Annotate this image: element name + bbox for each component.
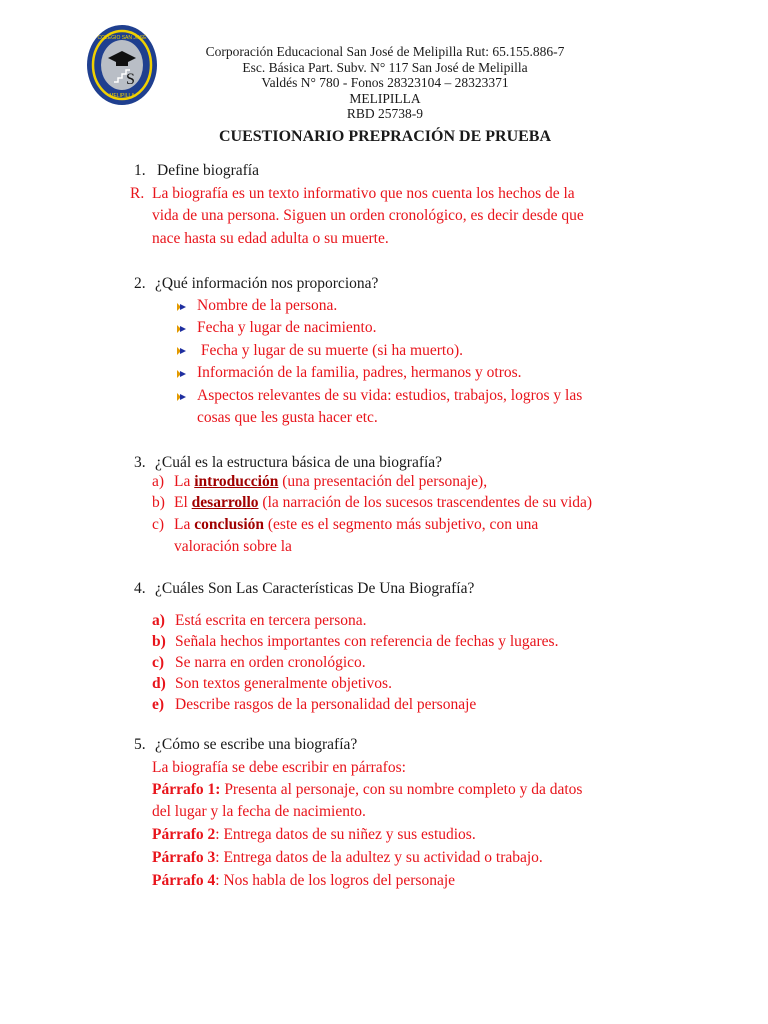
- q4-number: 4.: [134, 580, 146, 597]
- q3-b-text: El desarrollo (la narración de los sucesos trascendentes de su vida): [174, 494, 593, 511]
- q4-b-text: Señala hechos importantes con referencia de fechas y lugares.: [175, 633, 559, 650]
- q4-a-text: Está escrita en tercera persona.: [175, 612, 367, 629]
- q3-a-keyword: introducción: [194, 473, 279, 490]
- q5-paragraph-3: Párrafo 3: Entrega datos de la adultez y su actividad o trabajo.: [152, 849, 543, 866]
- q3-c-text: La conclusión (este es el segmento más subjetivo, con una: [174, 516, 539, 533]
- q5-question: ¿Cómo se escribe una biografía?: [155, 736, 358, 753]
- q3-c-keyword: conclusión: [194, 516, 264, 533]
- svg-text:S: S: [126, 71, 135, 88]
- q5-paragraph-4: Párrafo 4: Nos habla de los logros del personaje: [152, 872, 456, 889]
- page-title: CUESTIONARIO PREPRACIÓN DE PRUEBA: [218, 128, 552, 145]
- header-line-1: Corporación Educacional San José de Melipilla Rut: 65.155.886-7: [205, 44, 565, 59]
- q1-number: 1.: [134, 162, 146, 179]
- q5-paragraph-1: Párrafo 1: Presenta al personaje, con su nombre completo y da datos: [152, 781, 583, 798]
- q3-a-marker: a): [152, 473, 165, 490]
- header-line-2: Esc. Básica Part. Subv. N° 117 San José de Melipilla: [242, 59, 528, 75]
- header-line-4: MELIPILLA: [349, 90, 421, 106]
- q4-e-text: Describe rasgos de la personalidad del personaje: [175, 696, 477, 713]
- q1-question: Define biografía: [157, 162, 259, 179]
- q2-bullet-5-continued: cosas que les gusta hacer etc.: [197, 409, 378, 426]
- arrow-bullet-icon: [175, 368, 187, 380]
- q3-b-keyword: desarrollo: [191, 494, 259, 511]
- q1-answer-line-2: vida de una persona. Siguen un orden cronológico, es decir desde que: [152, 207, 584, 224]
- q3-question: ¿Cuál es la estructura básica de una biografía?: [155, 454, 443, 471]
- q2-number: 2.: [134, 275, 146, 292]
- q5-intro: La biografía se debe escribir en párrafos:: [152, 759, 406, 776]
- q5-paragraph-1-continued: del lugar y la fecha de nacimiento.: [152, 803, 366, 820]
- q3-c-marker: c): [152, 516, 165, 533]
- arrow-bullet-icon: [175, 323, 187, 335]
- q4-e-marker: e): [152, 696, 165, 713]
- header-line-5: RBD 25738-9: [346, 106, 424, 121]
- arrow-bullet-icon: [175, 345, 187, 357]
- q1-answer-line-3: nace hasta su edad adulta o su muerte.: [152, 230, 389, 247]
- arrow-bullet-icon: [175, 301, 187, 313]
- q3-b-marker: b): [152, 494, 165, 511]
- q4-d-text: Son textos generalmente objetivos.: [175, 675, 392, 692]
- header-line-3: Valdés N° 780 - Fonos 28323104 – 28323371: [261, 75, 509, 90]
- q4-c-text: Se narra en orden cronológico.: [175, 654, 366, 671]
- q5-number: 5.: [134, 736, 146, 753]
- svg-text:COLEGIO SAN JOSÉ: COLEGIO SAN JOSÉ: [97, 35, 147, 41]
- q2-bullet-4: Información de la familia, padres, hermanos y otros.: [197, 364, 522, 381]
- q1-answer-line-1: La biografía es un texto informativo que nos cuenta los hechos de la: [152, 185, 575, 202]
- school-logo: [86, 24, 158, 106]
- q4-a-marker: a): [152, 612, 165, 629]
- q5-paragraph-2: Párrafo 2: Entrega datos de su niñez y sus estudios.: [152, 826, 476, 843]
- q1-answer-prefix: R.: [130, 185, 145, 202]
- q2-bullet-5: Aspectos relevantes de su vida: estudios, trabajos, logros y las: [197, 387, 583, 404]
- q3-a-text: La introducción (una presentación del personaje),: [174, 473, 488, 490]
- arrow-bullet-icon: [175, 391, 187, 403]
- q2-bullet-3: Fecha y lugar de su muerte (si ha muerto).: [197, 342, 463, 359]
- q4-d-marker: d): [152, 675, 166, 692]
- q3-number: 3.: [134, 454, 146, 471]
- q4-question: ¿Cuáles Son Las Características De Una Biografía?: [155, 580, 475, 597]
- q2-bullet-1: Nombre de la persona.: [197, 297, 338, 314]
- q4-c-marker: c): [152, 654, 165, 671]
- q3-c-continued: valoración sobre la: [174, 538, 292, 555]
- q4-b-marker: b): [152, 633, 166, 650]
- q2-bullet-2: Fecha y lugar de nacimiento.: [197, 319, 377, 336]
- q2-question: ¿Qué información nos proporciona?: [155, 275, 379, 292]
- school-header: [160, 44, 610, 122]
- svg-text:MELIPILLA: MELIPILLA: [109, 93, 135, 99]
